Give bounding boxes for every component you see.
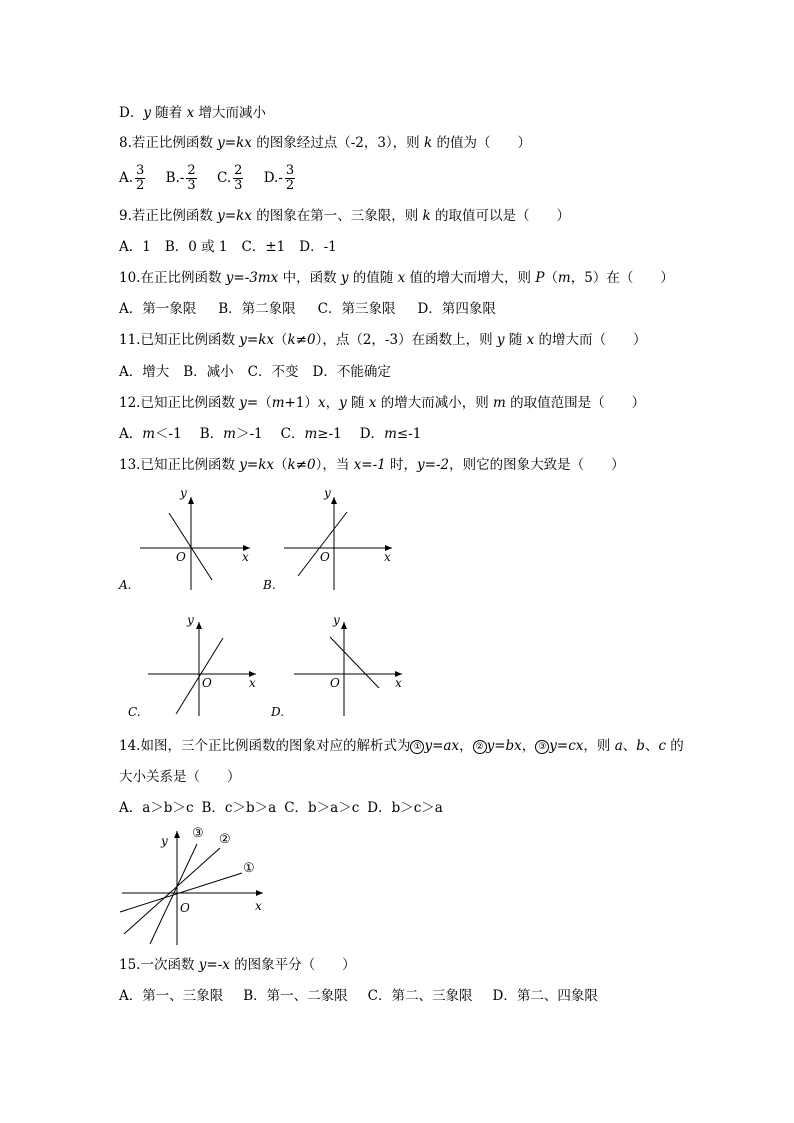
denominator: 3 bbox=[187, 178, 196, 193]
text: ≤-1 bbox=[396, 426, 422, 442]
q15-option-a[interactable]: A．第一、三象限 bbox=[119, 988, 224, 1004]
text: 值的增大而增大，则 bbox=[405, 270, 536, 286]
text: ，则它的图象大致是（ ） bbox=[449, 457, 625, 473]
var: m bbox=[304, 426, 318, 442]
q10-option-c[interactable]: C．第三象限 bbox=[317, 301, 396, 317]
text: ， bbox=[325, 395, 340, 411]
func: y=kx bbox=[217, 135, 252, 151]
var: m bbox=[142, 426, 156, 442]
q13-graph-a[interactable] bbox=[140, 486, 250, 590]
origin-label: O bbox=[330, 676, 340, 690]
option-label: B. bbox=[165, 170, 180, 186]
q14-option-c[interactable]: C．b＞a＞c bbox=[284, 800, 360, 816]
func: y= bbox=[239, 395, 259, 411]
text: ），点（2，-3）在函数上，则 bbox=[315, 332, 497, 348]
var: P bbox=[535, 270, 545, 286]
func: y=kx bbox=[239, 457, 274, 473]
circle-3: ③ bbox=[535, 740, 549, 754]
text: 的增大而（ ） bbox=[534, 332, 647, 348]
q13-option-d[interactable]: D. bbox=[271, 705, 285, 719]
q11-option-d[interactable]: D．不能确定 bbox=[312, 364, 391, 380]
var: m bbox=[223, 426, 236, 442]
option-label: D． bbox=[359, 426, 385, 442]
q15-option-d[interactable]: D．第二、四象限 bbox=[492, 988, 598, 1004]
var: x bbox=[526, 332, 535, 348]
var: y=-2 bbox=[417, 457, 450, 473]
var: y bbox=[143, 105, 151, 121]
text: ， bbox=[521, 738, 536, 754]
option-label: A． bbox=[119, 426, 143, 442]
var: k bbox=[422, 208, 431, 224]
var: x bbox=[186, 105, 195, 121]
option-label: D． bbox=[119, 105, 144, 121]
text: 13.已知正比例函数 bbox=[119, 457, 240, 473]
arrow-icon bbox=[331, 497, 337, 504]
q13-graph-b[interactable] bbox=[284, 486, 392, 590]
x-label: x bbox=[395, 676, 402, 690]
arrow-icon bbox=[174, 831, 180, 838]
x-label: x bbox=[384, 550, 391, 564]
var: k≠0 bbox=[287, 332, 316, 348]
text: 的取值可以是（ ） bbox=[430, 208, 570, 224]
var: m bbox=[384, 426, 397, 442]
numerator: 3 bbox=[136, 163, 145, 178]
arrow-icon bbox=[188, 497, 194, 504]
line-2 bbox=[124, 848, 220, 934]
y-label: y bbox=[180, 486, 187, 500]
y-label: y bbox=[324, 486, 331, 500]
text: 中，函数 bbox=[278, 270, 341, 286]
q11-option-a[interactable]: A．增大 bbox=[119, 364, 170, 380]
line-3-label: ③ bbox=[192, 826, 204, 841]
q10-option-a[interactable]: A．第一象限 bbox=[119, 301, 197, 317]
q10-option-b[interactable]: B．第二象限 bbox=[218, 301, 296, 317]
q9-option-c[interactable]: C．±1 bbox=[241, 239, 286, 255]
q13-graph-c[interactable] bbox=[148, 613, 256, 716]
q9-option-a[interactable]: A．1 bbox=[119, 239, 151, 255]
text: 12.已知正比例函数 bbox=[119, 395, 240, 411]
text: 的值为（ ） bbox=[432, 135, 531, 151]
q15-stem bbox=[119, 955, 356, 975]
q11-option-b[interactable]: B．减小 bbox=[183, 364, 234, 380]
q13-graph-d[interactable] bbox=[294, 613, 402, 716]
var: m bbox=[557, 270, 571, 286]
y-label: y bbox=[333, 613, 340, 627]
sign: - bbox=[278, 170, 283, 186]
text: 的图象经过点（-2，3），则 bbox=[251, 135, 424, 151]
text: ＜-1 bbox=[155, 426, 182, 442]
q10-option-d[interactable]: D．第四象限 bbox=[417, 301, 496, 317]
text: 随 bbox=[346, 395, 369, 411]
arrow-icon bbox=[196, 622, 202, 629]
func: y=kx bbox=[217, 208, 252, 224]
q14-graph bbox=[120, 826, 263, 945]
arrow-icon bbox=[256, 890, 263, 896]
origin-label: O bbox=[320, 550, 330, 564]
origin-label: O bbox=[202, 676, 212, 690]
text: 随 bbox=[504, 332, 527, 348]
q11-option-c[interactable]: C．不变 bbox=[247, 364, 299, 380]
text: （ bbox=[544, 270, 558, 286]
text: ， bbox=[459, 738, 473, 754]
var: y bbox=[339, 395, 347, 411]
var: x bbox=[397, 270, 406, 286]
text: 8.若正比例函数 bbox=[119, 135, 218, 151]
text: 增大而减小 bbox=[194, 105, 266, 121]
circle-1: ① bbox=[410, 740, 424, 754]
option-label: B． bbox=[199, 426, 224, 442]
q15-option-c[interactable]: C．第二、三象限 bbox=[367, 988, 473, 1004]
q13-option-b[interactable]: B. bbox=[263, 578, 276, 592]
q14-stem bbox=[119, 736, 684, 756]
text: 14.如图，三个正比例函数的图象对应的解析式为 bbox=[119, 738, 411, 754]
var: x bbox=[368, 395, 377, 411]
option-label: A. bbox=[119, 170, 134, 186]
text: 的图象在第一、三象限，则 bbox=[251, 208, 423, 224]
text: （ bbox=[258, 395, 272, 411]
origin-label: O bbox=[180, 901, 190, 915]
line-3 bbox=[150, 844, 197, 944]
q9-option-b[interactable]: B．0 或 1 bbox=[164, 239, 228, 255]
var: y bbox=[340, 270, 349, 286]
graph-line bbox=[298, 512, 347, 576]
var: x=-1 bbox=[353, 457, 386, 473]
func: y=cx bbox=[549, 738, 584, 754]
denominator: 2 bbox=[136, 178, 145, 193]
text: （ bbox=[274, 457, 288, 473]
func: y=ax bbox=[424, 738, 460, 754]
text: 的图象平分（ ） bbox=[229, 957, 356, 973]
numerator: 3 bbox=[285, 163, 295, 178]
q14-stem-line2: 大小关系是（ ） bbox=[119, 769, 241, 785]
var: m bbox=[271, 395, 285, 411]
text: 15.一次函数 bbox=[119, 957, 199, 973]
var: c bbox=[658, 738, 666, 754]
denominator: 2 bbox=[285, 178, 295, 193]
var: b bbox=[636, 738, 645, 754]
func: y=-x bbox=[198, 957, 230, 973]
text: ≥-1 bbox=[317, 426, 342, 442]
text: 、 bbox=[644, 738, 659, 754]
func: y=-3mx bbox=[225, 270, 279, 286]
q15-options bbox=[119, 986, 612, 1006]
option-label: C. bbox=[216, 170, 232, 186]
option-label: D. bbox=[263, 170, 279, 186]
sign: - bbox=[179, 170, 185, 186]
arrow-icon bbox=[341, 622, 347, 629]
line-2-label: ② bbox=[219, 832, 231, 847]
text: 的增大而减小，则 bbox=[376, 395, 494, 411]
var: k≠0 bbox=[287, 457, 316, 473]
text: 10.在正比例函数 bbox=[119, 270, 226, 286]
func: y=kx bbox=[239, 332, 274, 348]
numerator: 2 bbox=[234, 163, 243, 178]
q14-option-a[interactable]: A．a＞b＞c bbox=[119, 800, 194, 816]
text: 的值随 bbox=[348, 270, 398, 286]
y-label: y bbox=[161, 834, 168, 848]
circle-2: ② bbox=[473, 740, 487, 754]
func: y=bx bbox=[486, 738, 522, 754]
q13-option-c[interactable]: C. bbox=[128, 705, 141, 719]
q14-option-d[interactable]: D．b＞c＞a bbox=[367, 800, 443, 816]
q9-option-d[interactable]: D．-1 bbox=[299, 239, 337, 255]
text: （ bbox=[274, 332, 288, 348]
var: m bbox=[493, 395, 506, 411]
q14-option-b[interactable]: B．c＞b＞a bbox=[201, 800, 277, 816]
var: y bbox=[496, 332, 505, 348]
x-label: x bbox=[249, 676, 256, 690]
line-1-label: ① bbox=[243, 861, 255, 876]
text: 的 bbox=[666, 738, 684, 754]
text: 、 bbox=[622, 738, 637, 754]
q14-options bbox=[119, 798, 457, 818]
origin-label: O bbox=[176, 550, 186, 564]
text: 的取值范围是（ ） bbox=[505, 395, 646, 411]
text: ，则 bbox=[583, 738, 615, 754]
x-label: x bbox=[242, 550, 249, 564]
numerator: 2 bbox=[187, 163, 196, 178]
denominator: 3 bbox=[234, 178, 243, 193]
text: 9.若正比例函数 bbox=[119, 208, 218, 224]
text: ），当 bbox=[315, 457, 354, 473]
text: 随着 bbox=[150, 105, 187, 121]
text: ，5）在（ ） bbox=[570, 270, 674, 286]
y-label: y bbox=[187, 613, 194, 627]
text: ＞-1 bbox=[235, 426, 263, 442]
x-label: x bbox=[255, 899, 262, 913]
var: x bbox=[317, 395, 326, 411]
var: a bbox=[614, 738, 623, 754]
text: 11.已知正比例函数 bbox=[119, 332, 240, 348]
text: 时， bbox=[385, 457, 418, 473]
q15-option-b[interactable]: B．第一、二象限 bbox=[243, 988, 348, 1004]
var: k bbox=[423, 135, 433, 151]
q13-option-a[interactable]: A. bbox=[119, 578, 132, 592]
text: +1） bbox=[284, 395, 318, 411]
option-label: C． bbox=[280, 426, 305, 442]
